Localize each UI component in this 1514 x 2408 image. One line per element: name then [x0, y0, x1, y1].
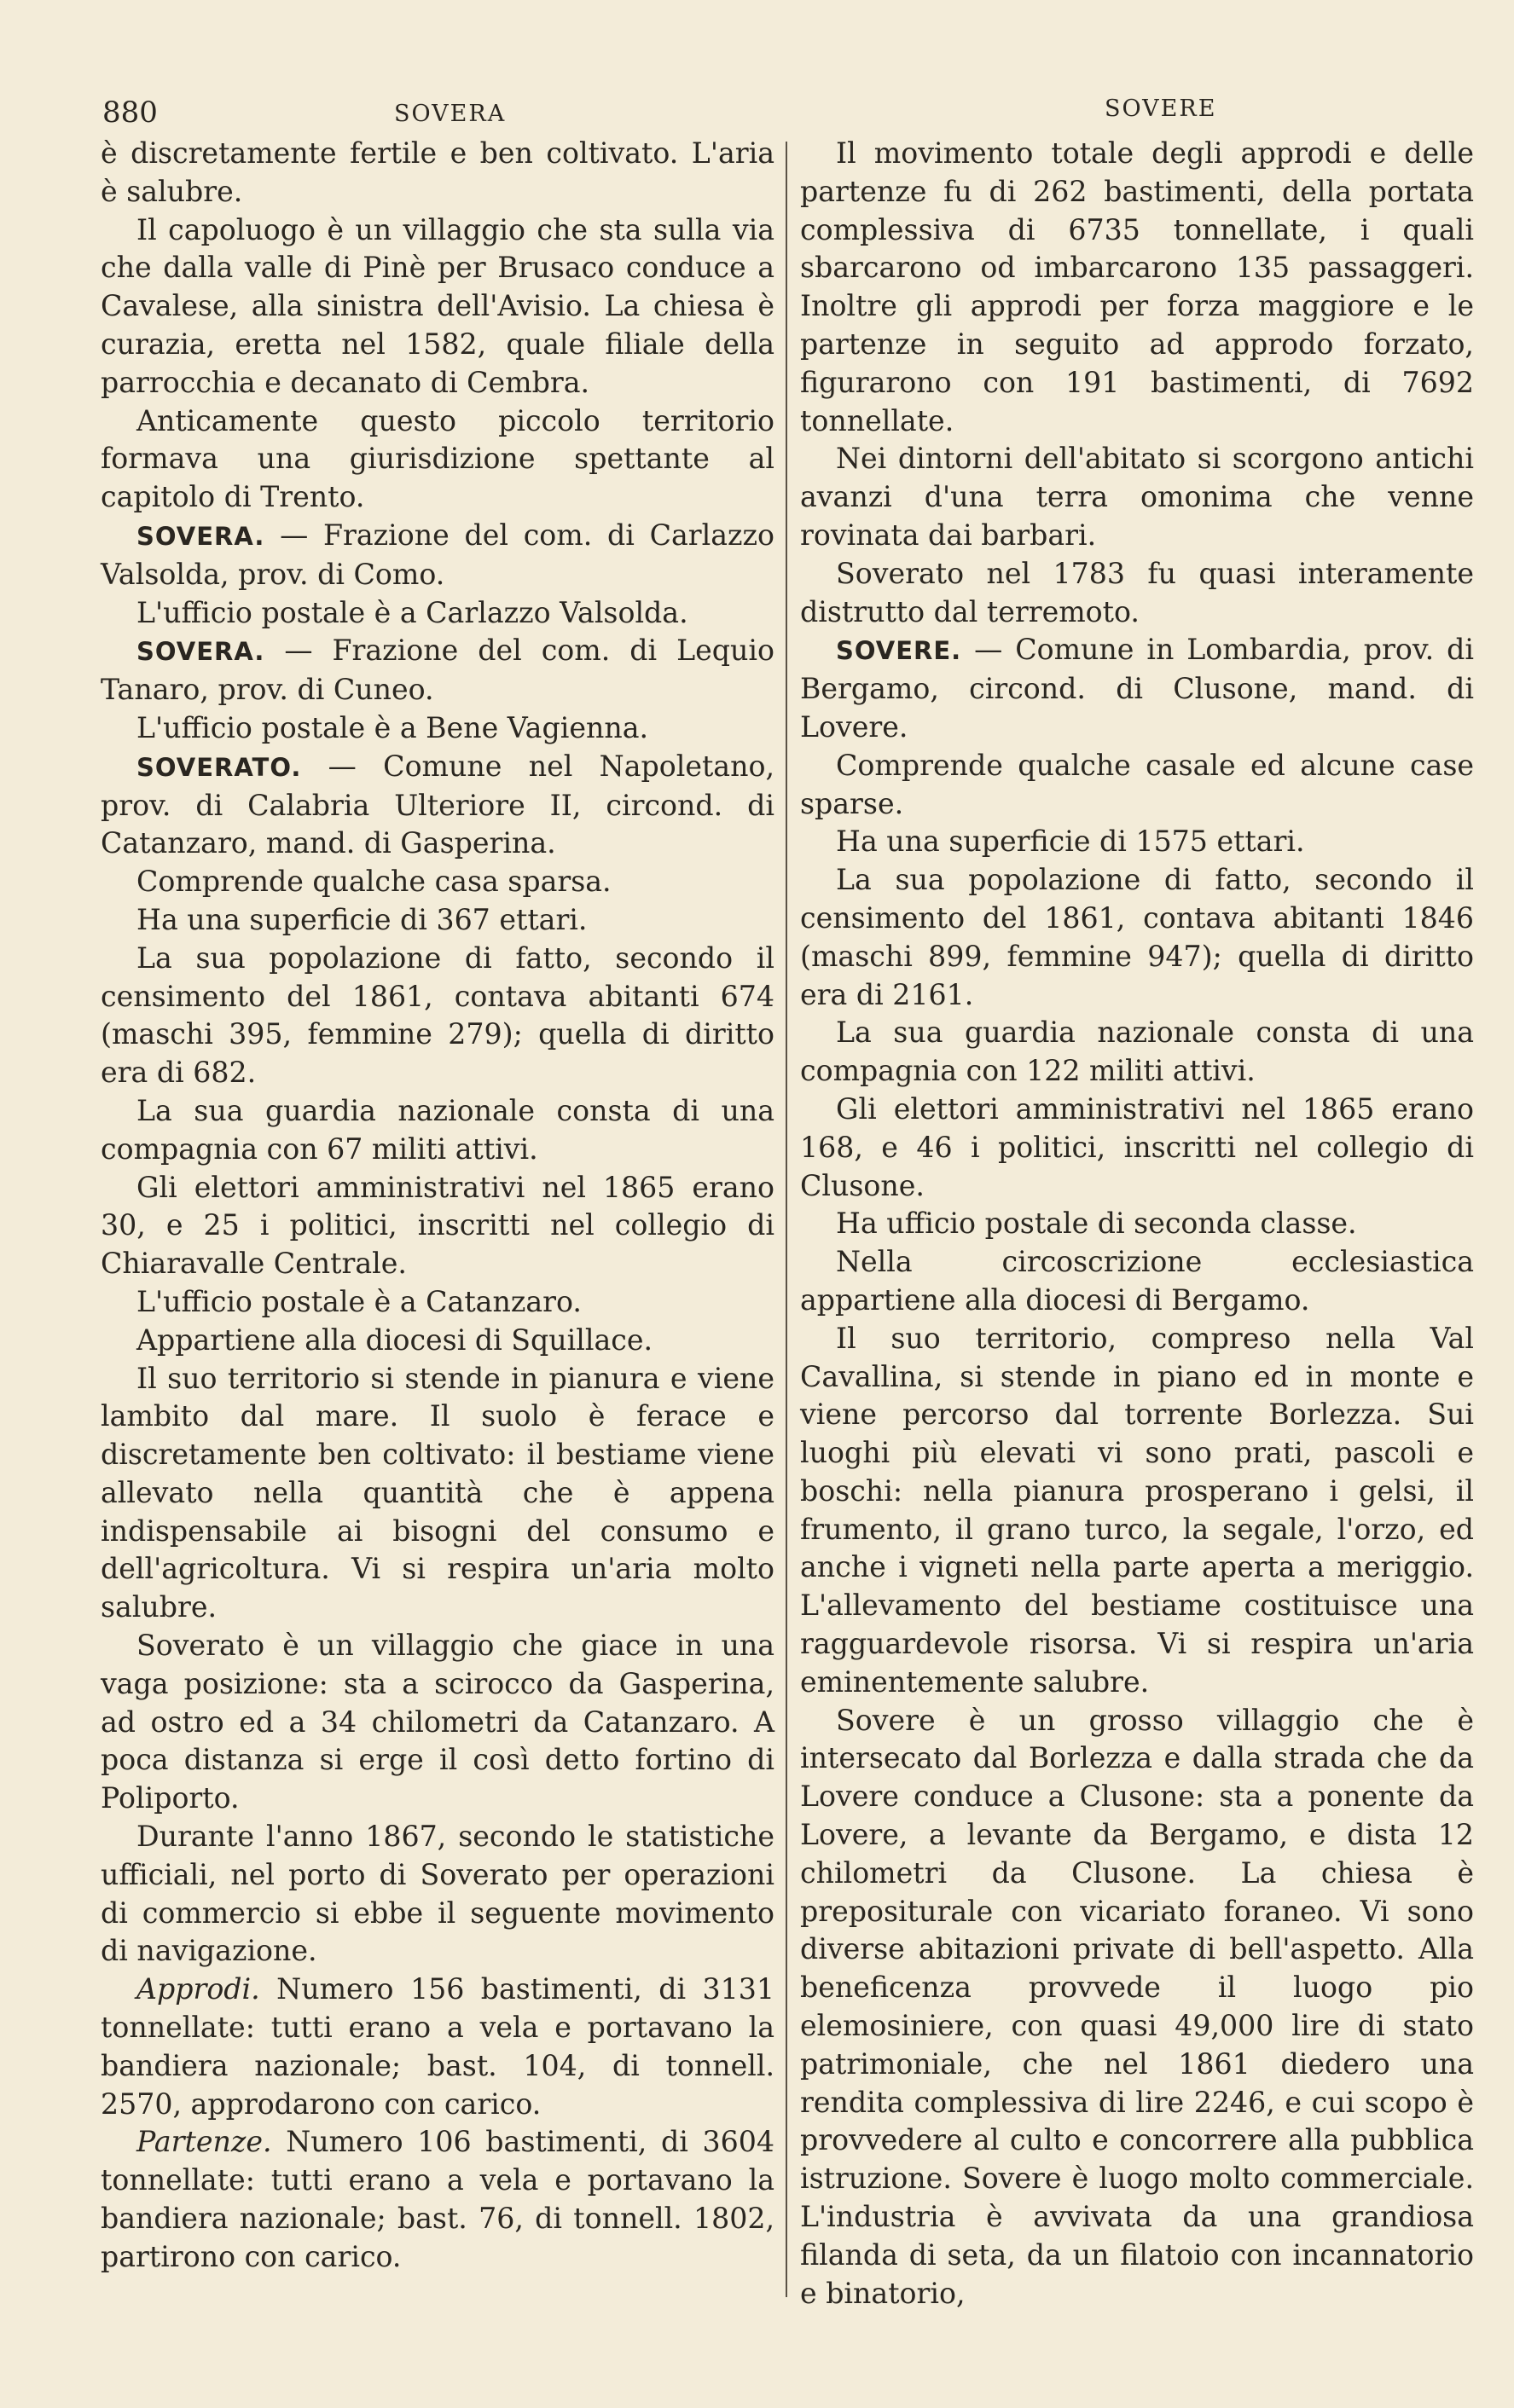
paragraph-text: Gli elettori amministrativi nel 1865 erano 30, e 25 i politici, inscritti nel collegio di Chiaravalle Centrale. [101, 1170, 774, 1281]
paragraph-text: La sua guardia nazionale consta di una compagnia con 122 militi attivi. [800, 1016, 1474, 1088]
right-column-paragraph [800, 631, 1474, 746]
column-divider [786, 142, 787, 2297]
right-column-paragraph [800, 823, 1474, 861]
left-column-paragraph [101, 709, 774, 748]
entry-headword: SOVERA. [136, 637, 265, 667]
left-column-paragraph [101, 1169, 774, 1283]
left-column-paragraph [101, 1627, 774, 1818]
page-number: 880 [102, 96, 158, 130]
paragraph-text: Ha una superficie di 1575 ettari. [836, 825, 1305, 859]
right-column-paragraph [800, 135, 1474, 440]
right-column-paragraph [800, 747, 1474, 824]
paragraph-text: Soverato è un villaggio che giace in una vaga posizione: sta a scirocco da Gasperina, ad ostro ed a 34 chilometri da Catanzaro. A poca distanza si erge il così detto fortino di Poliporto. [101, 1629, 774, 1815]
paragraph-text: L'ufficio postale è a Catanzaro. [136, 1284, 582, 1318]
left-column [101, 135, 774, 2277]
paragraph-text: Nei dintorni dell'abitato si scorgono antichi avanzi d'una terra omonima che venne rovinata dai barbari. [800, 442, 1474, 552]
paragraph-text: Durante l'anno 1867, secondo le statistiche ufficiali, nel porto di Soverato per operazioni di commercio si ebbe il seguente movimento di navigazione. [101, 1820, 774, 1968]
right-column-paragraph [800, 861, 1474, 1014]
left-column-paragraph [101, 594, 774, 633]
right-column-paragraph [800, 1702, 1474, 2313]
left-column-paragraph [101, 402, 774, 517]
paragraph-text: Ha una superficie di 367 ettari. [136, 902, 588, 936]
paragraph-text: Numero 156 bastimenti, di 3131 tonnellate: tutti erano a vela e portavano la bandiera nazionale; bast. 104, di tonnell. 2570, approdarono con carico. [101, 1972, 774, 2121]
paragraph-text: Anticamente questo piccolo territorio formava una giurisdizione spettante al capitolo di Trento. [101, 403, 774, 514]
left-column-paragraph [101, 1283, 774, 1322]
right-column-paragraph [800, 440, 1474, 554]
paragraph-text: — Comune in Lombardia, prov. di Bergamo, circond. di Clusone, mand. di Lovere. [800, 633, 1474, 744]
left-column-paragraph [101, 1971, 774, 2123]
left-column-paragraph [101, 748, 774, 863]
paragraph-text: — Frazione del com. di Lequio Tanaro, prov. di Cuneo. [101, 634, 774, 707]
paragraph-text: Il suo territorio, compreso nella Val Cavallina, si stende in piano ed in monte e viene percorso dal torrente Borlezza. Sui luoghi più elevati vi sono prati, pascoli e boschi: nella pianura prosperano i gelsi, il frumento, il grano turco, la segale, l'orzo, ed anche i vigneti nella parte aperta a meriggio. L'allevamento del bestiame costituisce una ragguardevole risorsa. Vi si respira un'aria eminentemente salubre. [800, 1321, 1474, 1699]
paragraph-text: Ha ufficio postale di seconda classe. [836, 1207, 1357, 1241]
subsection-label: Approdi. [136, 1972, 260, 2006]
paragraph-text: Numero 106 bastimenti, di 3604 tonnellate: tutti erano a vela e portavano la bandiera nazionale; bast. 76, di tonnell. 1802, partirono con carico. [101, 2125, 774, 2273]
paragraph-text: — Comune nel Napoletano, prov. di Calabria Ulteriore II, circond. di Catanzaro, mand. di Gasperina. [101, 749, 774, 860]
left-column-paragraph [101, 135, 774, 211]
entry-headword: SOVERA. [136, 521, 265, 551]
paragraph-text: L'ufficio postale è a Bene Vagienna. [136, 710, 649, 744]
paragraph-text: Gli elettori amministrativi nel 1865 erano 168, e 46 i politici, inscritti nel collegio di Clusone. [800, 1091, 1474, 1202]
left-column-paragraph [101, 863, 774, 901]
paragraph-text: Il capoluogo è un villaggio che sta sulla via che dalla valle di Pinè per Brusaco conduce a Cavalese, alla sinistra dell'Avisio. La chiesa è curazia, eretta nel 1582, quale filiale della parrocchia e decanato di Cembra. [101, 212, 774, 399]
running-head-left: SOVERA [394, 101, 507, 127]
paragraph-text: Comprende qualche casa sparsa. [136, 865, 612, 899]
paragraph-text: Il suo territorio si stende in pianura e viene lambito dal mare. Il suolo è ferace e discretamente ben coltivato: il bestiame viene allevato nella quantità che è appena indispensabile ai bisogni del consumo e dell'agricoltura. Vi si respira un'aria molto salubre. [101, 1361, 774, 1624]
paragraph-text: Sovere è un grosso villaggio che è intersecato dal Borlezza e dalla strada che da Lovere conduce a Clusone: sta a ponente da Lovere, a levante da Bergamo, e dista 12 chilometri da Clusone. La chiesa è prepositurale con vicariato foraneo. Vi sono diverse abitazioni private di bell'aspetto. Alla beneficenza provvede il luogo pio elemosiniere, con quasi 49,000 lire di stato patrimoniale, che nel 1861 diedero una rendita complessiva di lire 2246, e cui scopo è provvedere al culto e concorrere alla pubblica istruzione. Sovere è luogo molto commerciale. L'industria è avvivata da una grandiosa filanda di seta, da un filatoio con incannatorio e binatorio, [800, 1703, 1474, 2310]
left-column-paragraph [101, 940, 774, 1092]
paragraph-text: Il movimento totale degli approdi e delle partenze fu di 262 bastimenti, della portata complessiva di 6735 tonnellate, i quali sbarcarono od imbarcarono 135 passaggeri. Inoltre gli approdi per forza maggiore e le partenze in seguito ad approdo forzato, figurarono con 191 bastimenti, di 7692 tonnellate. [800, 136, 1474, 437]
paragraph-text: è discretamente fertile e ben coltivato. L'aria è salubre. [101, 136, 774, 208]
paragraph-text: — Frazione del com. di Carlazzo Valsolda, prov. di Como. [101, 518, 774, 591]
paragraph-text: La sua guardia nazionale consta di una compagnia con 67 militi attivi. [101, 1093, 774, 1166]
running-head-right: SOVERE [1105, 96, 1217, 122]
entry-headword: SOVERATO. [136, 752, 302, 782]
left-column-paragraph [101, 1092, 774, 1169]
entry-headword: SOVERE. [836, 636, 962, 666]
left-column-paragraph [101, 211, 774, 402]
right-column-paragraph [800, 1091, 1474, 1205]
left-column-paragraph [101, 901, 774, 940]
subsection-label: Partenze. [136, 2125, 272, 2159]
left-column-paragraph [101, 1322, 774, 1360]
right-column-paragraph [800, 555, 1474, 632]
right-column-paragraph [800, 1014, 1474, 1091]
right-column-paragraph [800, 1243, 1474, 1320]
paragraph-text: L'ufficio postale è a Carlazzo Valsolda. [136, 595, 688, 629]
left-column-paragraph [101, 1360, 774, 1628]
left-column-paragraph [101, 1818, 774, 1971]
paragraph-text: Nella circoscrizione ecclesiastica appartiene alla diocesi di Bergamo. [800, 1245, 1474, 1317]
left-column-paragraph [101, 2123, 774, 2276]
paragraph-text: Comprende qualche casale ed alcune case sparse. [800, 748, 1474, 820]
right-column-paragraph [800, 1205, 1474, 1243]
right-column [800, 135, 1474, 2312]
paragraph-text: Soverato nel 1783 fu quasi interamente distrutto dal terremoto. [800, 556, 1474, 628]
left-column-paragraph [101, 632, 774, 709]
paragraph-text: La sua popolazione di fatto, secondo il censimento del 1861, contava abitanti 1846 (maschi 899, femmine 947); quella di diritto era di 2161. [800, 863, 1474, 1011]
right-column-paragraph [800, 1320, 1474, 1702]
paragraph-text: Appartiene alla diocesi di Squillace. [136, 1323, 653, 1357]
left-column-paragraph [101, 517, 774, 594]
paragraph-text: La sua popolazione di fatto, secondo il censimento del 1861, contava abitanti 674 (maschi 395, femmine 279); quella di diritto era di 682. [101, 941, 774, 1090]
